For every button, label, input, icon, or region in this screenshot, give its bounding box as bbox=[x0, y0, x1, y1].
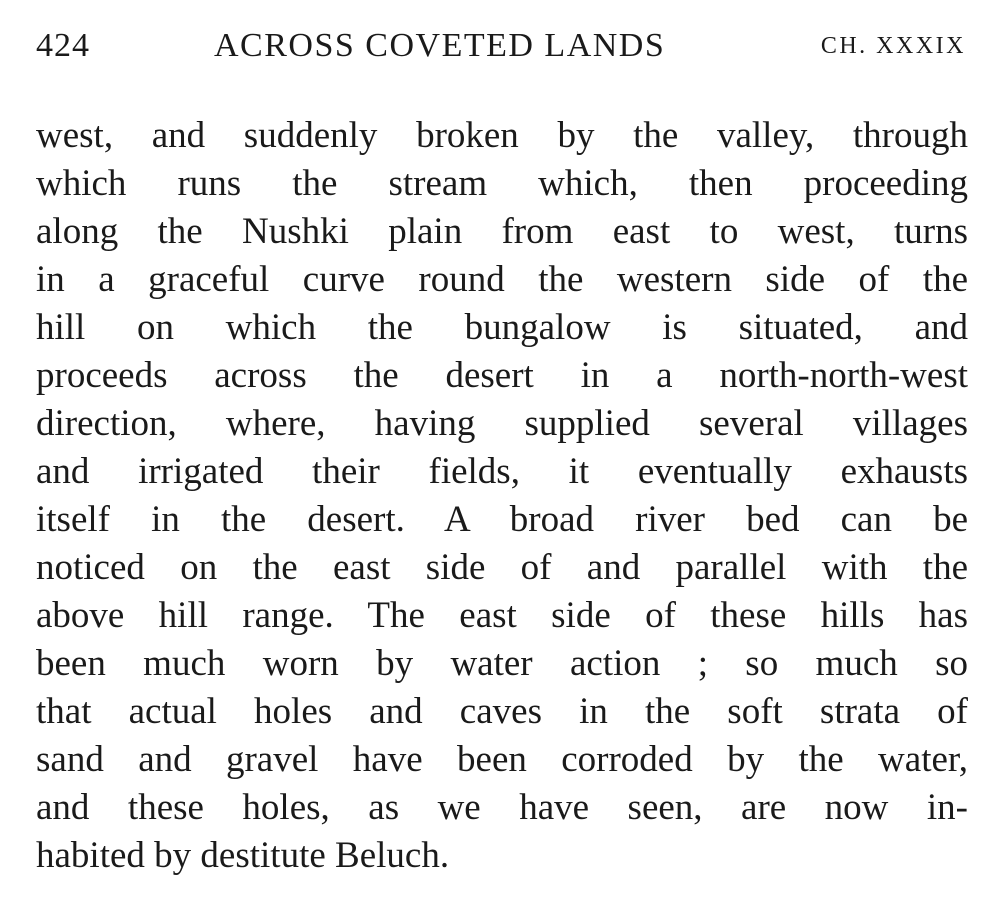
text-line: in a graceful curve round the western side of the bbox=[36, 259, 968, 300]
text-line: been much worn by water action ; so much so bbox=[36, 643, 968, 684]
text-line: that actual holes and caves in the soft strata of bbox=[36, 691, 968, 732]
text-line: sand and gravel have been corroded by the water, bbox=[36, 739, 968, 780]
chapter-label: CH. XXXIX bbox=[820, 33, 966, 59]
text-line: above hill range. The east side of these hills has bbox=[36, 595, 968, 636]
text-line: west, and suddenly broken by the valley, through bbox=[36, 115, 968, 156]
body-paragraph bbox=[36, 112, 968, 880]
text-line: which runs the stream which, then proceeding bbox=[36, 163, 968, 204]
text-line: habited by destitute Beluch. bbox=[36, 835, 450, 876]
text-line: along the Nushki plain from east to west, turns bbox=[36, 211, 968, 252]
text-line: and irrigated their fields, it eventually exhausts bbox=[36, 451, 968, 492]
text-line: itself in the desert. A broad river bed can be bbox=[36, 499, 968, 540]
text-line: hill on which the bungalow is situated, and bbox=[36, 307, 968, 348]
page-number: 424 bbox=[36, 27, 90, 64]
text-line: and these holes, as we have seen, are now in- bbox=[36, 787, 968, 828]
book-title: ACROSS COVETED LANDS bbox=[214, 27, 666, 64]
text-line: proceeds across the desert in a north-north-west bbox=[36, 355, 968, 396]
running-head bbox=[36, 22, 966, 70]
text-line: noticed on the east side of and parallel with the bbox=[36, 547, 968, 588]
text-line: direction, where, having supplied several villages bbox=[36, 403, 968, 444]
